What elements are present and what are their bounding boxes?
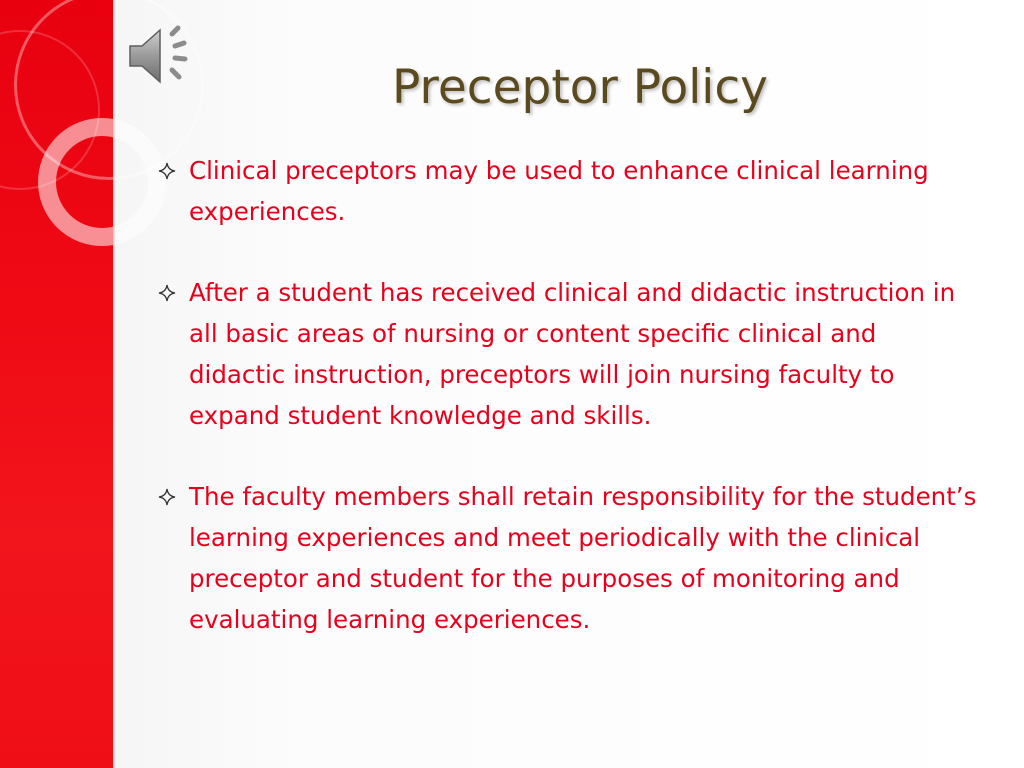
bullet-item — [158, 150, 978, 232]
bullet-item — [158, 476, 978, 640]
four-point-star-icon — [158, 284, 176, 302]
four-point-star-icon — [158, 488, 176, 506]
bullet-item — [158, 272, 978, 436]
bullet-text: Clinical preceptors may be used to enhance clinical learning experiences. — [189, 156, 929, 226]
bullet-text: The faculty members shall retain responsibility for the student’s learning experiences and meet periodically with the clinical preceptor and student for the purposes of monitoring and evaluating learning experiences. — [189, 482, 977, 634]
sidebar-edge-shadow — [113, 0, 116, 768]
four-point-star-icon — [158, 162, 176, 180]
bullet-text: After a student has received clinical and didactic instruction in all basic areas of nursing or content specific clinical and didactic instruction, preceptors will join nursing faculty to expand student knowledge and skills. — [189, 278, 956, 430]
slide-title: Preceptor Policy — [392, 60, 768, 115]
decorative-ring-thick — [38, 118, 166, 246]
speaker-sound-icon[interactable] — [126, 22, 196, 90]
bullet-list — [158, 150, 978, 680]
